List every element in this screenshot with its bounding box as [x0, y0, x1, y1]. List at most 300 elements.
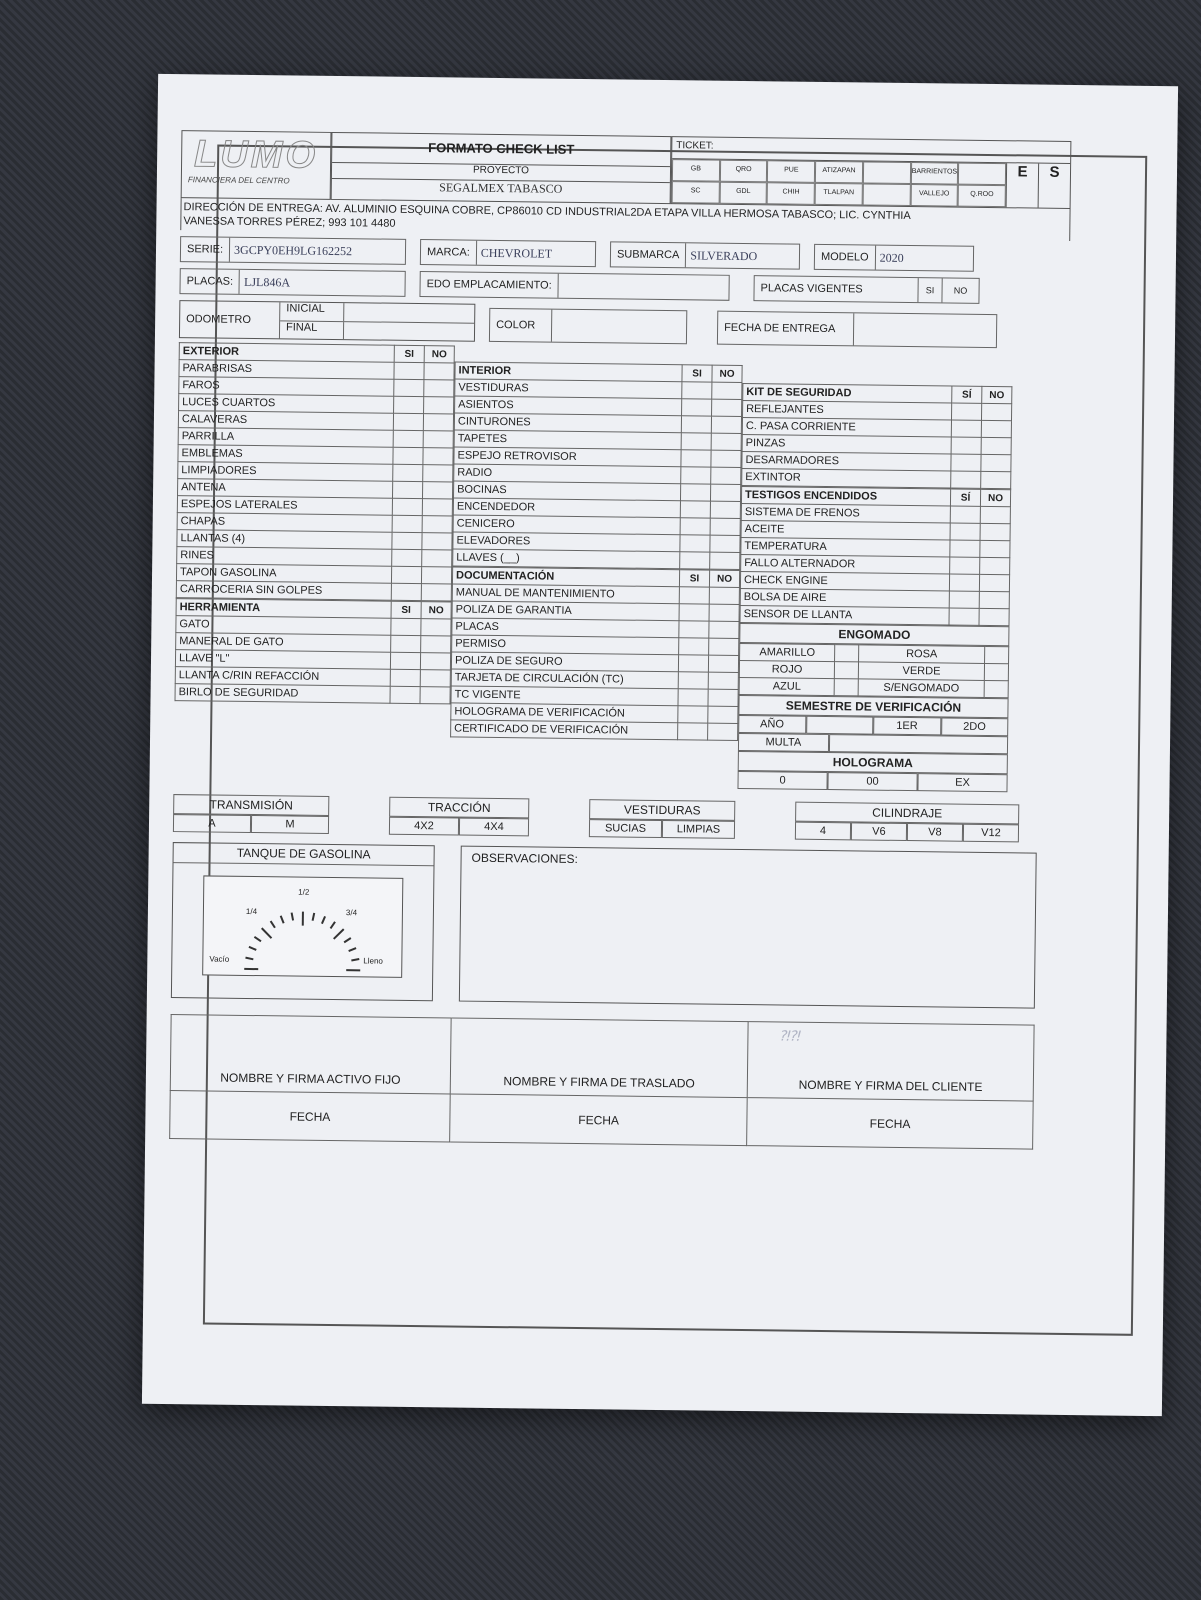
interior-no-checkbox[interactable]	[711, 433, 741, 450]
kit-si-header: SÍ	[952, 386, 982, 403]
engomado-title: ENGOMADO	[739, 623, 1009, 646]
herramienta-si-checkbox[interactable]	[390, 652, 420, 669]
herramienta-item-label: GATO	[176, 616, 391, 636]
gauge-tick	[249, 947, 256, 950]
odometro-field: ODOMETRO INICIAL FINAL	[179, 300, 475, 342]
placas-vigentes-field: PLACAS VIGENTES SI NO	[753, 275, 979, 304]
testigos-no-checkbox[interactable]	[979, 574, 1009, 591]
interior-no-checkbox[interactable]	[710, 501, 740, 518]
exterior-no-checkbox[interactable]	[422, 550, 452, 567]
interior-si-checkbox[interactable]	[680, 501, 710, 518]
testigos-item-label: TEMPERATURA	[741, 537, 950, 557]
odometro-final-label: FINAL	[280, 321, 344, 339]
firma-cliente[interactable]: ⁈⁈ NOMBRE Y FIRMA DEL CLIENTE	[748, 1022, 1035, 1101]
transmision-title: TRANSMISIÓN	[173, 794, 329, 816]
documentacion-item-label: TC VIGENTE	[451, 686, 678, 706]
serie-value: 3GCPY0EH9LG162252	[234, 242, 353, 258]
city-option[interactable]: Q.ROO	[958, 185, 1006, 208]
semestre-2do[interactable]: 2DO	[941, 717, 1009, 736]
herramienta-item-label: MANERAL DE GATO	[176, 633, 391, 653]
documentacion-si-checkbox[interactable]	[679, 604, 709, 621]
kit-si-checkbox[interactable]	[951, 403, 981, 420]
engomado-option[interactable]: S/ENGOMADO	[858, 679, 984, 698]
title-box	[331, 132, 672, 204]
documentacion-item-label: POLIZA DE SEGURO	[451, 652, 678, 672]
interior-no-checkbox[interactable]	[710, 518, 740, 535]
transmision-m[interactable]: M	[251, 815, 329, 834]
documentacion-si-header: SI	[679, 570, 709, 587]
tank-obs-row	[171, 842, 1063, 1009]
marca-field[interactable]: MARCA: CHEVROLET	[420, 239, 596, 267]
exterior-item-label: TAPON GASOLINA	[176, 564, 391, 584]
gauge-tick	[281, 916, 284, 923]
testigos-si-checkbox[interactable]	[949, 608, 979, 625]
engomado-option[interactable]: ROJO	[739, 660, 834, 678]
exterior-table	[176, 342, 455, 601]
holograma-title: HOLOGRAMA	[738, 751, 1008, 774]
testigos-item-label: BOLSA DE AIRE	[740, 588, 949, 608]
interior-no-checkbox[interactable]	[712, 382, 742, 399]
documentacion-si-checkbox[interactable]	[679, 587, 709, 604]
exterior-no-checkbox[interactable]	[423, 431, 453, 448]
interior-item-label: VESTIDURAS	[455, 379, 682, 399]
vehicle-row-1	[180, 236, 1070, 273]
traccion-title: TRACCIÓN	[389, 797, 529, 819]
exterior-item-label: LUCES CUARTOS	[179, 394, 394, 414]
documentacion-si-checkbox[interactable]	[678, 689, 708, 706]
testigos-title: TESTIGOS ENCENDIDOS	[741, 486, 950, 506]
herramienta-no-checkbox[interactable]	[420, 670, 450, 687]
interior-no-checkbox[interactable]	[710, 484, 740, 501]
documentacion-si-checkbox[interactable]	[678, 723, 708, 740]
interior-no-checkbox[interactable]	[711, 416, 741, 433]
documentacion-no-checkbox[interactable]	[709, 604, 739, 621]
documentacion-item-label: CERTIFICADO DE VERIFICACIÓN	[451, 720, 678, 740]
testigos-si-checkbox[interactable]	[950, 506, 980, 523]
form-title: FORMATO CHECK LIST	[332, 133, 670, 167]
interior-item-label: ESPEJO RETROVISOR	[454, 447, 681, 467]
tanque-title: TANQUE DE GASOLINA	[174, 843, 434, 866]
herramienta-si-checkbox[interactable]	[390, 686, 420, 703]
documentacion-no-checkbox[interactable]	[709, 587, 739, 604]
exterior-no-checkbox[interactable]	[424, 380, 454, 397]
holograma-00[interactable]: 00	[827, 772, 917, 791]
gauge-full: Lleno	[363, 956, 383, 966]
interior-si-checkbox[interactable]	[680, 518, 710, 535]
vehicle-row-3	[179, 300, 1069, 349]
herramienta-item-label: BIRLO DE SEGURIDAD	[175, 684, 390, 704]
exterior-item-label: FAROS	[179, 377, 394, 397]
interior-item-label: ENCENDEDOR	[453, 498, 680, 518]
documentacion-no-checkbox[interactable]	[708, 689, 738, 706]
kit-no-checkbox[interactable]	[981, 403, 1011, 420]
exterior-no-checkbox[interactable]	[424, 397, 454, 414]
city-option[interactable]: VALLEJO	[910, 184, 958, 207]
serie-field[interactable]: SERIE: 3GCPY0EH9LG162252	[180, 236, 406, 265]
herramienta-item-label: LLAVE "L"	[175, 650, 390, 670]
fecha-cliente[interactable]: FECHA	[747, 1098, 1033, 1149]
traccion-box	[389, 797, 529, 837]
gauge-empty: Vacío	[209, 954, 230, 964]
documentacion-item-label: TARJETA DE CIRCULACIÓN (TC)	[451, 669, 678, 689]
testigos-item-label: ACEITE	[741, 520, 950, 540]
kit-item-label: EXTINTOR	[742, 468, 951, 488]
gauge-half: 1/2	[298, 887, 310, 897]
kit-no-checkbox[interactable]	[981, 437, 1011, 454]
proyecto-value: SEGALMEX TABASCO	[439, 180, 563, 196]
entry-e[interactable]: E	[1006, 163, 1039, 207]
gauge-tick	[245, 958, 253, 960]
kit-no-checkbox[interactable]	[981, 454, 1011, 471]
exterior-no-checkbox[interactable]	[422, 516, 452, 533]
interior-item-label: ASIENTOS	[455, 396, 682, 416]
city-option[interactable]	[862, 183, 910, 206]
interior-item-label: LLAVES (__)	[453, 549, 680, 569]
city-option[interactable]: GDL	[719, 182, 767, 205]
kit-item-label: REFLEJANTES	[743, 400, 952, 420]
city-option[interactable]: ATIZAPAN	[815, 161, 863, 184]
kit-si-checkbox[interactable]	[951, 437, 981, 454]
exterior-si-checkbox[interactable]	[394, 362, 424, 379]
odometro-inicial-input[interactable]	[344, 303, 474, 322]
testigos-si-checkbox[interactable]	[950, 557, 980, 574]
exterior-si-checkbox[interactable]	[393, 447, 423, 464]
kit-si-checkbox[interactable]	[951, 420, 981, 437]
exterior-no-checkbox[interactable]	[423, 414, 453, 431]
testigos-si-checkbox[interactable]	[950, 523, 980, 540]
exterior-item-label: ESPEJOS LATERALES	[177, 496, 392, 516]
city-option[interactable]: SC	[672, 181, 720, 204]
traccion-4x2[interactable]: 4X2	[389, 817, 459, 836]
herramienta-si-checkbox[interactable]	[390, 669, 420, 686]
documentacion-item-label: PLACAS	[452, 618, 679, 638]
submarca-field[interactable]: SUBMARCA SILVERADO	[610, 241, 800, 269]
interior-no-checkbox[interactable]	[710, 552, 740, 569]
interior-si-checkbox[interactable]	[682, 399, 712, 416]
fecha-traslado[interactable]: FECHA	[450, 1094, 748, 1146]
interior-si-checkbox[interactable]	[680, 484, 710, 501]
documentacion-no-checkbox[interactable]	[709, 621, 739, 638]
documentacion-title: DOCUMENTACIÓN	[452, 567, 679, 587]
city-option[interactable]: PUE	[767, 160, 815, 183]
odometro-inicial-label: INICIAL	[280, 302, 344, 320]
exterior-item-label: EMBLEMAS	[178, 445, 393, 465]
documentacion-item-label: POLIZA DE GARANTIA	[452, 601, 679, 621]
testigos-no-checkbox[interactable]	[980, 557, 1010, 574]
exterior-item-label: CHAPAS	[177, 513, 392, 533]
interior-column	[450, 361, 743, 740]
placas-vigentes-no[interactable]: NO	[953, 285, 968, 296]
herramienta-no-checkbox[interactable]	[421, 636, 451, 653]
gauge-tick	[351, 959, 359, 961]
company-logo	[181, 130, 332, 200]
exterior-item-label: PARABRISAS	[179, 360, 394, 380]
city-option[interactable]	[863, 161, 911, 184]
options-row	[173, 794, 1063, 843]
testigos-no-checkbox[interactable]	[980, 540, 1010, 557]
testigos-no-checkbox[interactable]	[979, 608, 1009, 625]
kit-table	[741, 383, 1012, 489]
exterior-item-label: PARRILLA	[178, 428, 393, 448]
placas-field[interactable]: PLACAS: LJL846A	[179, 268, 405, 297]
city-option[interactable]: CHIH	[767, 182, 815, 205]
checklist-row	[175, 684, 450, 704]
cilindraje-v6[interactable]: V6	[851, 822, 907, 841]
city-grid	[672, 159, 1007, 207]
herramienta-item-label: LLANTA C/RIN REFACCIÓN	[175, 667, 390, 687]
cilindraje-title: CILINDRAJE	[795, 802, 1019, 825]
semestre-title: SEMESTRE DE VERIFICACIÓN	[738, 695, 1008, 718]
gauge-three-quarter: 3/4	[345, 908, 358, 918]
engomado-check[interactable]	[835, 645, 859, 662]
documentacion-no-checkbox[interactable]	[708, 655, 738, 672]
engomado-option[interactable]: AMARILLO	[740, 643, 835, 661]
vestiduras-title: VESTIDURAS	[589, 799, 735, 821]
exterior-no-checkbox[interactable]	[421, 584, 451, 601]
exterior-item-label: LIMPIADORES	[178, 462, 393, 482]
exterior-no-checkbox[interactable]	[422, 499, 452, 516]
exterior-si-checkbox[interactable]	[394, 379, 424, 396]
documentacion-si-checkbox[interactable]	[678, 655, 708, 672]
kit-column	[737, 383, 1012, 792]
exterior-column	[175, 342, 455, 704]
engomado-check[interactable]	[834, 662, 858, 679]
documentacion-table	[450, 566, 740, 741]
kit-si-checkbox[interactable]	[951, 471, 981, 488]
cilindraje-v8[interactable]: V8	[907, 823, 963, 842]
interior-table	[452, 361, 742, 570]
interior-si-checkbox[interactable]	[681, 416, 711, 433]
herramienta-si-checkbox[interactable]	[391, 635, 421, 652]
cilindraje-4[interactable]: 4	[795, 822, 851, 841]
herramienta-no-checkbox[interactable]	[421, 619, 451, 636]
gauge-tick	[322, 916, 325, 923]
checklist-row	[451, 720, 738, 741]
testigos-no-checkbox[interactable]	[980, 506, 1010, 523]
herramienta-no-checkbox[interactable]	[420, 687, 450, 704]
interior-si-checkbox[interactable]	[681, 433, 711, 450]
documentacion-si-checkbox[interactable]	[679, 638, 709, 655]
vestiduras-limpias[interactable]: LIMPIAS	[662, 820, 735, 839]
city-option[interactable]: BARRIENTOS	[910, 162, 958, 185]
vehicle-row-2	[179, 268, 1069, 305]
engomado-check[interactable]	[834, 679, 858, 696]
testigos-item-label: SENSOR DE LLANTA	[740, 605, 949, 625]
kit-no-checkbox[interactable]	[981, 471, 1011, 488]
exit-s[interactable]: S	[1038, 164, 1071, 208]
traccion-4x4[interactable]: 4X4	[459, 818, 529, 837]
city-option[interactable]	[958, 163, 1006, 186]
transmision-a[interactable]: A	[173, 814, 251, 833]
testigos-no-checkbox[interactable]	[980, 523, 1010, 540]
fecha-entrega-field[interactable]: FECHA DE ENTREGA	[717, 311, 997, 348]
engomado-option[interactable]: VERDE	[858, 662, 984, 681]
gauge-tick	[292, 913, 294, 921]
interior-item-label: ELEVADORES	[453, 532, 680, 552]
multa-input[interactable]	[829, 734, 1009, 754]
exterior-si-checkbox[interactable]	[393, 464, 423, 481]
semestre-1er[interactable]: 1ER	[873, 717, 941, 736]
signature-table	[169, 1014, 1034, 1150]
edo-emplacamiento-field[interactable]: EDO EMPLACAMIENTO:	[419, 271, 729, 301]
observaciones-box[interactable]	[459, 846, 1037, 1009]
documentacion-no-checkbox[interactable]	[708, 706, 738, 723]
gauge-quarter: 1/4	[245, 906, 258, 917]
kit-no-checkbox[interactable]	[981, 420, 1011, 437]
engomado-check[interactable]	[984, 680, 1008, 697]
address-label: DIRECCIÓN DE ENTREGA:	[183, 201, 323, 215]
interior-no-checkbox[interactable]	[711, 450, 741, 467]
testigos-si-checkbox[interactable]	[950, 540, 980, 557]
documentacion-no-checkbox[interactable]	[708, 723, 738, 740]
gauge-tick	[349, 948, 356, 951]
address-line2: VANESSA TORRES PÉREZ; 993 101 4480	[183, 215, 396, 230]
exterior-item-label: LLANTAS (4)	[177, 530, 392, 550]
exterior-no-checkbox[interactable]	[424, 363, 454, 380]
vestiduras-sucias[interactable]: SUCIAS	[589, 819, 662, 838]
interior-si-checkbox[interactable]	[680, 552, 710, 569]
herramienta-title: HERRAMIENTA	[176, 599, 391, 619]
exterior-item-label: ANTENA	[178, 479, 393, 499]
holograma-ex[interactable]: EX	[917, 773, 1007, 792]
tanque-box	[171, 842, 435, 1001]
city-option[interactable]: TLALPAN	[815, 183, 863, 206]
firma-traslado[interactable]: NOMBRE Y FIRMA DE TRASLADO	[450, 1018, 748, 1098]
address-line1: AV. ALUMINIO ESQUINA COBRE, CP86010 CD INDUSTRIAL2DA ETAPA VILLA HERMOSA TABASCO; LIC. CYNTHIA	[325, 202, 911, 223]
engomado-option[interactable]: AZUL	[739, 677, 834, 695]
interior-no-checkbox[interactable]	[712, 399, 742, 416]
kit-item-label: PINZAS	[742, 434, 951, 454]
exterior-no-checkbox[interactable]	[422, 533, 452, 550]
testigos-item-label: FALLO ALTERNADOR	[741, 554, 950, 574]
gauge-tick	[313, 913, 315, 921]
exterior-si-checkbox[interactable]	[392, 532, 422, 549]
exterior-si-checkbox[interactable]	[391, 566, 421, 583]
interior-item-label: CINTURONES	[454, 413, 681, 433]
documentacion-item-label: MANUAL DE MANTENIMIENTO	[452, 584, 679, 604]
herramienta-si-checkbox[interactable]	[391, 618, 421, 635]
cilindraje-v12[interactable]: V12	[963, 824, 1019, 843]
interior-item-label: BOCINAS	[454, 481, 681, 501]
exterior-no-checkbox[interactable]	[423, 465, 453, 482]
observaciones-label: OBSERVACIONES:	[471, 850, 578, 867]
anio-label: AÑO	[738, 715, 806, 734]
exterior-item-label: CALAVERAS	[178, 411, 393, 431]
engomado-check[interactable]	[984, 663, 1008, 680]
interior-no-checkbox[interactable]	[710, 535, 740, 552]
testigos-item-label: SISTEMA DE FRENOS	[741, 503, 950, 523]
herramienta-table	[175, 598, 452, 704]
kit-item-label: DESARMADORES	[742, 451, 951, 471]
exterior-si-checkbox[interactable]	[392, 549, 422, 566]
exterior-no-header: NO	[424, 346, 454, 363]
exterior-si-checkbox[interactable]	[394, 396, 424, 413]
testigos-no-header: NO	[980, 489, 1010, 506]
ticket-box	[671, 136, 1072, 209]
cilindraje-box	[795, 802, 1019, 843]
holograma-0[interactable]: 0	[737, 771, 827, 790]
kit-no-header: NO	[982, 386, 1012, 403]
interior-si-checkbox[interactable]	[681, 467, 711, 484]
documentacion-no-checkbox[interactable]	[708, 672, 738, 689]
modelo-value: 2020	[879, 250, 904, 265]
city-option[interactable]: QRO	[720, 160, 768, 183]
firma-activo-fijo[interactable]: NOMBRE Y FIRMA ACTIVO FIJO	[170, 1015, 451, 1094]
exterior-no-checkbox[interactable]	[423, 448, 453, 465]
exterior-title: EXTERIOR	[179, 343, 394, 363]
logo-subtitle: FINANCIERA DEL CENTRO	[187, 175, 290, 186]
engomado-table	[739, 643, 1010, 698]
interior-no-header: NO	[712, 365, 742, 382]
placas-vigentes-si[interactable]: SI	[918, 278, 942, 302]
logo-wordmark: LUMO	[193, 133, 319, 177]
ticket-label: TICKET:	[676, 140, 714, 152]
documentacion-si-checkbox[interactable]	[679, 621, 709, 638]
interior-si-checkbox[interactable]	[682, 382, 712, 399]
testigos-si-checkbox[interactable]	[949, 574, 979, 591]
documentacion-item-label: PERMISO	[452, 635, 679, 655]
testigos-no-checkbox[interactable]	[979, 591, 1009, 608]
exterior-si-checkbox[interactable]	[393, 413, 423, 430]
exterior-si-checkbox[interactable]	[392, 498, 422, 515]
exterior-no-checkbox[interactable]	[422, 482, 452, 499]
interior-si-checkbox[interactable]	[681, 450, 711, 467]
engomado-check[interactable]	[985, 646, 1009, 663]
testigos-si-header: SÍ	[950, 489, 980, 506]
anio-input[interactable]	[806, 716, 874, 735]
fuel-gauge	[202, 875, 403, 977]
proyecto-label: PROYECTO	[332, 163, 670, 183]
exterior-si-checkbox[interactable]	[393, 430, 423, 447]
exterior-si-checkbox[interactable]	[391, 583, 421, 600]
gauge-tick	[271, 921, 276, 928]
herramienta-no-checkbox[interactable]	[420, 653, 450, 670]
testigos-si-checkbox[interactable]	[949, 591, 979, 608]
exterior-si-checkbox[interactable]	[392, 515, 422, 532]
modelo-field[interactable]: MODELO 2020	[814, 244, 974, 272]
interior-no-checkbox[interactable]	[711, 467, 741, 484]
transmision-box	[173, 794, 329, 834]
multa-row	[738, 733, 1008, 754]
exterior-si-header: SI	[394, 345, 424, 362]
checklist-paper	[142, 74, 1178, 1416]
engomado-option[interactable]: ROSA	[859, 645, 985, 664]
interior-item-label: TAPETES	[454, 430, 681, 450]
documentacion-no-checkbox[interactable]	[709, 638, 739, 655]
documentacion-si-checkbox[interactable]	[678, 672, 708, 689]
fecha-activo-fijo[interactable]: FECHA	[170, 1091, 451, 1142]
testigos-table	[739, 486, 1011, 626]
kit-si-checkbox[interactable]	[951, 454, 981, 471]
interior-si-checkbox[interactable]	[680, 535, 710, 552]
herramienta-no-header: NO	[421, 602, 451, 619]
submarca-value: SILVERADO	[690, 247, 758, 263]
multa-label: MULTA	[738, 733, 829, 752]
documentacion-no-header: NO	[709, 570, 739, 587]
documentacion-item-label: HOLOGRAMA DE VERIFICACIÓN	[451, 703, 678, 723]
vestiduras-box	[589, 799, 735, 839]
exterior-si-checkbox[interactable]	[392, 481, 422, 498]
odometro-final-input[interactable]	[344, 322, 474, 341]
kit-title: KIT DE SEGURIDAD	[743, 383, 952, 403]
documentacion-si-checkbox[interactable]	[678, 706, 708, 723]
color-field[interactable]: COLOR	[489, 308, 687, 344]
gauge-tick	[331, 922, 336, 929]
city-option[interactable]: GB	[672, 159, 720, 182]
exterior-no-checkbox[interactable]	[421, 567, 451, 584]
gauge-tick	[254, 937, 261, 942]
interior-item-label: RADIO	[454, 464, 681, 484]
